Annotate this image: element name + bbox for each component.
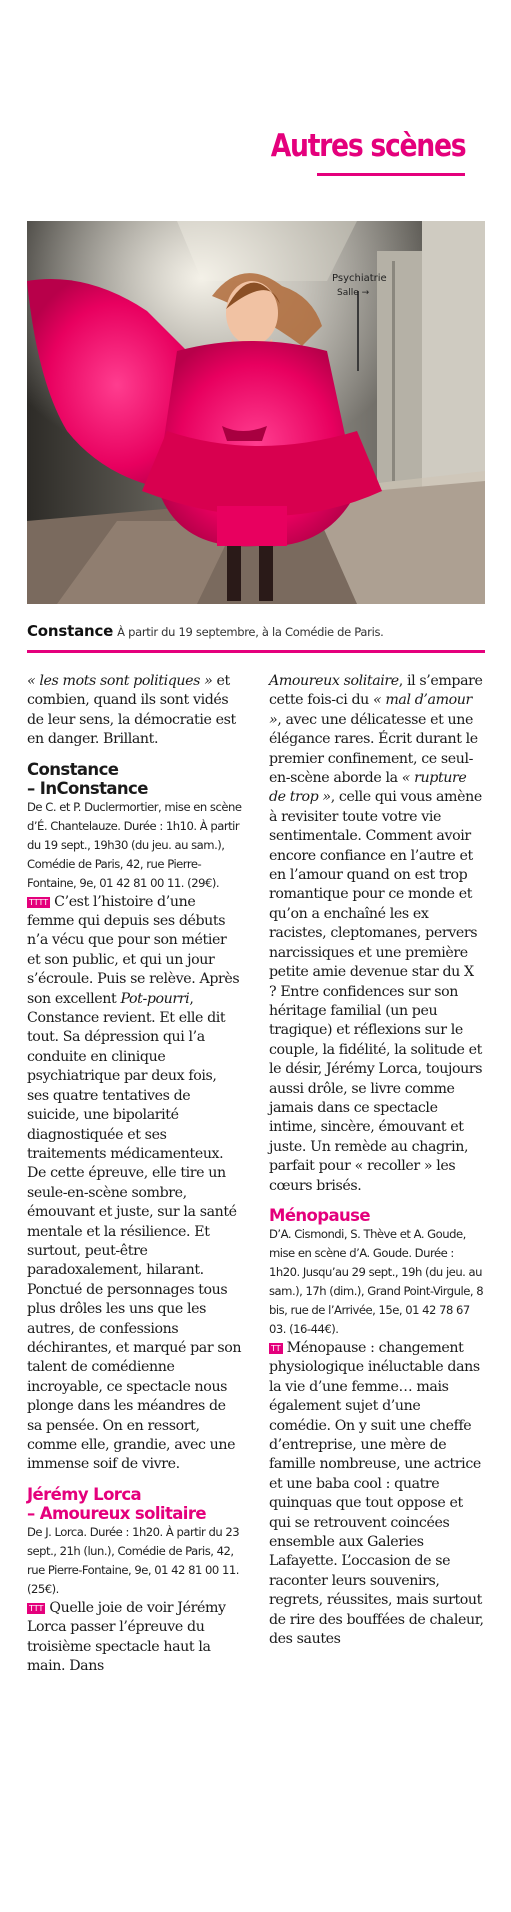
photo-sign-line1: Psychiatrie <box>332 273 387 284</box>
article-2-body-cont <box>269 672 484 1196</box>
constance-photo <box>27 221 485 604</box>
article-1-rating-badge: TTTT <box>29 897 49 907</box>
article-2-rating-badge: TTT <box>29 1603 44 1613</box>
photo-sign-line2: Salle → <box>337 288 370 298</box>
article-1-title <box>27 760 242 798</box>
article-2-body-em3: « rupture de trop » <box>269 770 467 806</box>
photo-caption <box>27 622 487 640</box>
article-1-body-a: C’est l’histoire d’une femme qui depuis ses débuts n’a vécu que pour son métier et son public, et qui un jour s’écroule. Puis se relève. Après son excellent <box>27 893 240 1007</box>
article-2-title <box>27 1485 242 1523</box>
section-title: Autres scènes <box>270 128 465 164</box>
article-1-title-line2: – InConstance <box>27 778 148 798</box>
article-1-title-line1: Constance <box>27 759 119 779</box>
article-2-body-a: Quelle joie de voir Jérémy Lorca passer l’épreuve du troisième spectacle haut la main. Dans <box>27 1599 226 1675</box>
article-3-title <box>269 1206 484 1225</box>
article-2-credits: De J. Lorca. Durée : 1h20. À partir du 23 sept., 21h (lun.), Comédie de Paris, 42, rue Pierre-Fontaine, 9e, 01 42 81 00 11. (25€). <box>27 1524 240 1596</box>
intro-paragraph <box>27 672 242 750</box>
article-2-body-em2: « mal d’amour » <box>269 692 472 728</box>
article-2-body-em: Amoureux solitaire <box>269 673 399 689</box>
article-2-body-c: , avec une délicatesse et une élégance rares. Écrit durant le premier confinement, ce seul-en-scène aborde la <box>269 711 478 787</box>
article-1-credits: De C. et P. Duclermortier, mise en scène d’É. Chantelauze. Durée : 1h10. À partir du 19 sept., 19h30 (du jeu. au sam.), Comédie de Paris, 42, rue Pierre-Fontaine, 9e, 01 42 81 00 11. (29€). <box>27 799 242 890</box>
article-1-body-b: , Constance revient. Et elle dit tout. Sa dépression qui l’a conduite en clinique psychiatrique par deux fois, ses quatre tentatives de suicide, une bipolarité diagnostiquée et ses traitements médicamenteux. De cette épreuve, elle tire un seule-en-scène sombre, émouvant et juste, sur la santé mentale et la résilience. Et surtout, peut-être paradoxalement, hilarant. Ponctué de personnages tous plus drôles les uns que les autres, de confessions déchirantes, et marqué par son talent de comédienne incroyable, ce spectacle nous plonge dans les méandres de sa pensée. On en ressort, comme elle, grandie, avec une immense soif de vivre. <box>27 990 242 1473</box>
article-2-body-b: , il s’empare cette fois-ci du <box>269 673 483 709</box>
article-2-body-start <box>27 1599 242 1677</box>
article-3-title-line1: Ménopause <box>269 1205 370 1225</box>
article-3-credits: D’A. Cismondi, S. Thève et A. Goude, mise en scène d’A. Goude. Durée : 1h20. Jusqu’au 29 sept., 19h (du jeu. au sam.), 17h (dim.), Grand Point-Virgule, 8 bis, rue de l’Arrivée, 15e, 01 42 78 67 03. (16-44€). <box>269 1226 484 1336</box>
intro-quote: « les mots sont politiques » <box>27 673 213 689</box>
article-2-title-line2: – Amoureux solitaire <box>27 1503 206 1523</box>
article-2-title-line1: Jérémy Lorca <box>27 1484 142 1504</box>
caption-name: Constance <box>27 622 114 640</box>
article-3-rating-badge: TT <box>271 1343 281 1353</box>
right-column <box>269 672 484 1649</box>
intro-text: et combien, quand ils sont vidés de leur sens, la démocratie est en danger. Brillant. <box>27 673 236 748</box>
article-2-body-d: , celle qui vous amène à revisiter toute votre vie sentimentale. Comment avoir encore confiance en l’autre et en l’amour quand on est trop romantique pour ce monde et qu’on a enchaîné les ex racistes, cleptomanes, pervers narcissiques et une première petite amie devenue star du X ? Entre confidences sur son héritage familial (un peu tragique) et réflexions sur le couple, la fidélité, la solitude et le désir, Jérémy Lorca, toujours aussi drôle, se livre comme jamais dans ce spectacle intime, sincère, émouvant et juste. Un remède au chagrin, parfait pour « recoller » les cœurs brisés. <box>269 789 483 1194</box>
article-1-body-em: Pot-pourri <box>120 990 190 1007</box>
left-column <box>27 672 242 1676</box>
section-title-rule <box>317 173 465 176</box>
caption-text: À partir du 19 septembre, à la Comédie de Paris. <box>117 625 384 639</box>
article-3-body-a: Ménopause : changement physiologique inéluctable dans la vie d’une femme… mais également sujet d’une comédie. On y suit une cheffe d’entreprise, une mère de famille nombreuse, une actrice et une baba cool : quatre quinquas que tout oppose et qui se retrouvent coincées ensemble aux Galeries Lafayette. L’occasion de se raconter leurs souvenirs, regrets, réussites, mais surtout de rire des bouffées de chaleur, des sautes <box>269 1339 484 1648</box>
caption-rule <box>27 650 485 653</box>
article-3-body <box>269 1339 484 1650</box>
article-1-body <box>27 893 242 1475</box>
